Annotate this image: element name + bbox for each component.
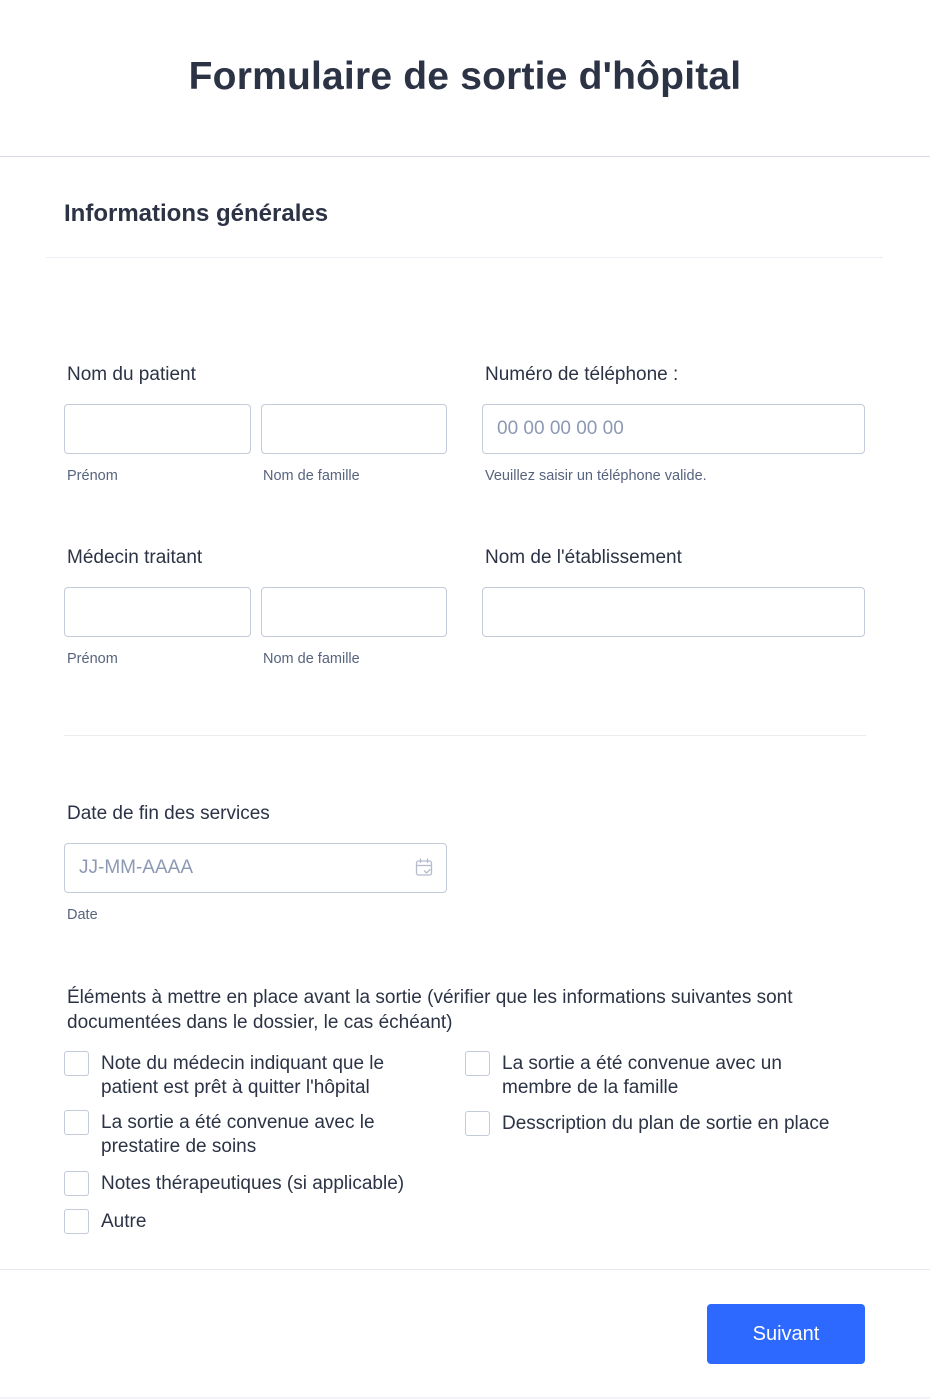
- patient-first-name-input[interactable]: [64, 404, 251, 454]
- checkbox-label: La sortie a été convenue avec le prestatire de soins: [101, 1112, 375, 1157]
- page-title: Formulaire de sortie d'hôpital: [188, 55, 742, 98]
- checkbox[interactable]: [64, 1051, 89, 1076]
- phone-sublabel: Veuillez saisir un téléphone valide.: [485, 468, 707, 484]
- checklist-item[interactable]: [64, 1052, 424, 1100]
- physician-last-name-input[interactable]: [261, 587, 447, 637]
- checkbox[interactable]: [64, 1171, 89, 1196]
- phone-input[interactable]: [482, 404, 865, 454]
- physician-first-name-input[interactable]: [64, 587, 251, 637]
- field-divider: [64, 735, 866, 736]
- end-date-sublabel: Date: [67, 907, 98, 923]
- patient-last-name-sublabel: Nom de famille: [263, 468, 360, 484]
- checklist-item[interactable]: [64, 1111, 424, 1159]
- patient-name-label: Nom du patient: [67, 364, 196, 385]
- checkbox-label: La sortie a été convenue avec un membre de la famille: [502, 1053, 782, 1098]
- facility-label: Nom de l'établissement: [485, 547, 682, 568]
- checkbox[interactable]: [465, 1111, 490, 1136]
- next-button[interactable]: Suivant: [707, 1304, 865, 1364]
- checklist-item[interactable]: [465, 1052, 805, 1100]
- checkbox[interactable]: [465, 1051, 490, 1076]
- checkbox-label: Notes thérapeutiques (si applicable): [101, 1173, 405, 1194]
- physician-last-name-sublabel: Nom de famille: [263, 651, 360, 667]
- checklist-item[interactable]: [465, 1112, 865, 1136]
- footer-divider: [0, 1269, 930, 1270]
- facility-input[interactable]: [482, 587, 865, 637]
- checklist-item[interactable]: [64, 1210, 444, 1234]
- checkbox-label: Autre: [101, 1211, 147, 1232]
- form-header: [0, 0, 930, 157]
- end-date-input[interactable]: [64, 843, 447, 893]
- checkbox[interactable]: [64, 1110, 89, 1135]
- end-date-field: [64, 843, 447, 893]
- section-divider: [46, 257, 883, 258]
- checklist-item[interactable]: [64, 1172, 444, 1196]
- patient-first-name-sublabel: Prénom: [67, 468, 118, 484]
- end-date-label: Date de fin des services: [67, 803, 270, 824]
- checkbox-label: Desscription du plan de sortie en place: [502, 1113, 830, 1134]
- physician-label: Médecin traitant: [67, 547, 203, 568]
- checklist-label: Éléments à mettre en place avant la sortie (vérifier que les informations suivantes sont documentées dans le dossier, le cas échéant): [67, 987, 793, 1033]
- checkbox[interactable]: [64, 1209, 89, 1234]
- phone-label: Numéro de téléphone :: [485, 364, 679, 385]
- calendar-icon[interactable]: [415, 858, 433, 877]
- patient-last-name-input[interactable]: [261, 404, 447, 454]
- checkbox-label: Note du médecin indiquant que le patient est prêt à quitter l'hôpital: [101, 1053, 385, 1098]
- section-title: Informations générales: [64, 200, 329, 227]
- physician-first-name-sublabel: Prénom: [67, 651, 118, 667]
